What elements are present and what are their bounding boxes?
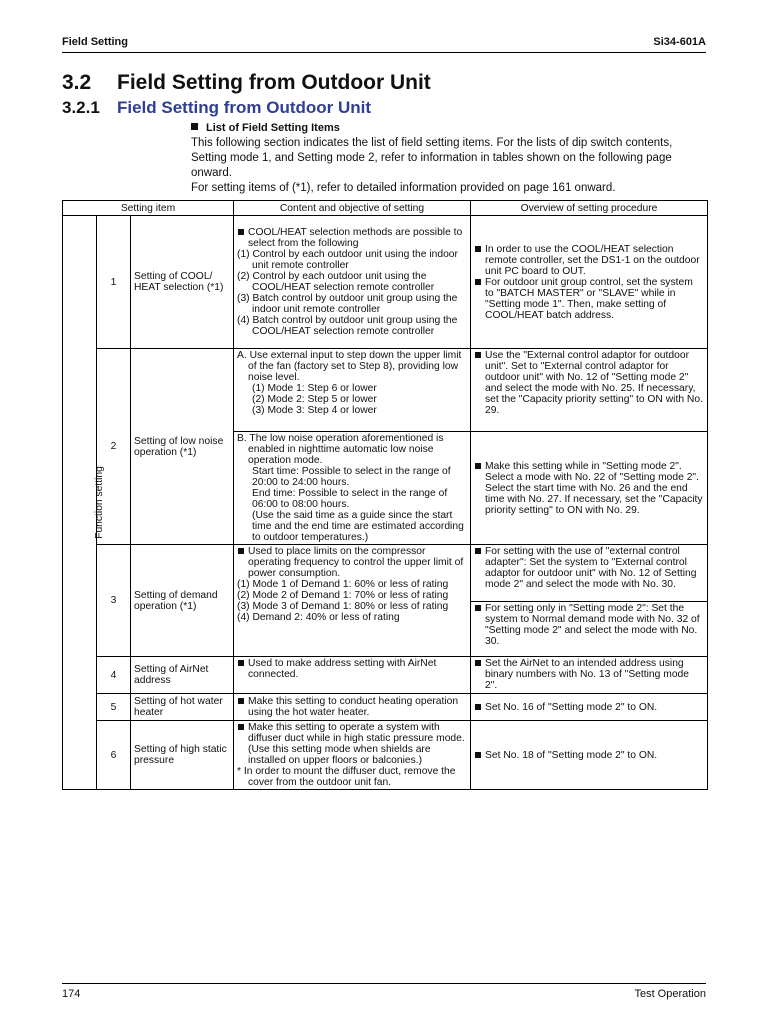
field-setting-table bbox=[62, 200, 708, 790]
bullet-item: For setting with the use of "external control adapter": Set the system to "External control adaptor for outdoor unit" with No. 12 of Setting mode 2" and select the mode with No. 30. bbox=[474, 546, 704, 590]
content-text: B. The low noise operation aforementioned is enabled in nighttime automatic low noise operation mode. bbox=[237, 433, 444, 466]
bullet-item: COOL/HEAT selection methods are possible to select from the following bbox=[237, 227, 467, 249]
section-title: Field Setting from Outdoor Unit bbox=[117, 71, 431, 94]
procedure-cell bbox=[471, 602, 708, 657]
content-text: (Use the said time as a guide since the start time and the end time are estimated according to outdoor temperatures.) bbox=[252, 510, 464, 543]
sub-item: (1) Mode 1: Step 6 or lower bbox=[252, 383, 377, 394]
page-header bbox=[62, 36, 706, 52]
bullet-item: Make this setting to operate a system with diffuser duct while in high static pressure mode. (Use this setting mode when shields are installed on upper floors or balconies.) bbox=[237, 722, 467, 766]
bullet-item: Set No. 16 of "Setting mode 2" to ON. bbox=[474, 702, 704, 713]
procedure-cell bbox=[471, 349, 708, 432]
setting-item-cell: Setting of hot water heater bbox=[131, 694, 234, 721]
bullet-item: In order to use the COOL/HEAT selection remote controller, set the DS1-1 on the outdoor unit PC board to OUT. bbox=[474, 244, 704, 277]
sub-item: (2) Mode 2: Step 5 or lower bbox=[252, 394, 377, 405]
bullet-item: Make this setting while in "Setting mode 2". Select a mode with No. 22 of "Setting mode 2". Select the start time with No. 26 and the end time with No. 27. If necessary, set the "Capacity priority setting" to ON with No. 29. bbox=[474, 461, 704, 516]
sub-item: (4) Batch control by outdoor unit group using the COOL/HEAT selection remote controller bbox=[237, 315, 458, 337]
intro-paragraph: This following section indicates the list of field setting items. For the lists of dip switch contents, Setting mode 1, and Setting mode 2, refer to information in tables shown on the following page onward. bbox=[191, 137, 673, 179]
note-text: * In order to mount the diffuser duct, remove the cover from the outdoor unit fan. bbox=[237, 766, 456, 788]
footer-chapter: Test Operation bbox=[634, 988, 706, 1000]
bullet-item: Set No. 18 of "Setting mode 2" to ON. bbox=[474, 750, 704, 761]
header-divider bbox=[62, 52, 706, 53]
setting-item-cell: Setting of high static pressure bbox=[131, 721, 234, 790]
sub-item: (3) Mode 3 of Demand 1: 80% or less of rating bbox=[237, 601, 449, 612]
bullet-item: Make this setting to conduct heating operation using the hot water heater. bbox=[237, 696, 467, 718]
content-cell bbox=[234, 545, 471, 657]
intro-text bbox=[191, 136, 711, 196]
row-number: 5 bbox=[97, 694, 131, 721]
sub-item: (3) Batch control by outdoor unit group using the indoor unit remote controller bbox=[237, 293, 458, 315]
row-number: 4 bbox=[97, 657, 131, 694]
bullet-item: Used to place limits on the compressor operating frequency to control the upper limit of power consumption. bbox=[237, 546, 467, 579]
row-number: 6 bbox=[97, 721, 131, 790]
content-cell bbox=[234, 216, 471, 349]
bullet-item: For outdoor unit group control, set the system to "BATCH MASTER" or "SLAVE" while in "Setting mode 1". Then, make setting of COOL/HEAT batch address. bbox=[474, 277, 704, 321]
section-heading bbox=[62, 71, 431, 95]
table-header-row bbox=[63, 201, 708, 216]
subsection-number: 3.2.1 bbox=[62, 98, 100, 117]
content-cell bbox=[234, 657, 471, 694]
page-number: 174 bbox=[62, 988, 81, 1000]
procedure-cell bbox=[471, 432, 708, 545]
bullet-item: Used to make address setting with AirNet connected. bbox=[237, 658, 467, 680]
procedure-cell bbox=[471, 216, 708, 349]
subsection-heading bbox=[62, 98, 371, 118]
content-cell bbox=[234, 721, 471, 790]
sub-item: (3) Mode 3: Step 4 or lower bbox=[252, 405, 377, 416]
sub-item: (2) Mode 2 of Demand 1: 70% or less of rating bbox=[237, 590, 449, 601]
table-row bbox=[63, 721, 708, 790]
bullet-item: For setting only in "Setting mode 2": Set the system to Normal demand mode with No. 32 of "Setting mode 2" and select the mode with No. 30. bbox=[474, 603, 704, 647]
content-cell bbox=[234, 694, 471, 721]
sub-item: (1) Mode 1 of Demand 1: 60% or less of rating bbox=[237, 579, 449, 590]
list-heading-text: List of Field Setting Items bbox=[206, 122, 340, 134]
setting-item-cell: Setting of AirNet address bbox=[131, 657, 234, 694]
setting-item-cell: Setting of demand operation (*1) bbox=[131, 545, 234, 657]
sub-item: (2) Control by each outdoor unit using the COOL/HEAT selection remote controller bbox=[237, 271, 435, 293]
header-doc-code: Si34-601A bbox=[653, 36, 706, 48]
table-row bbox=[63, 349, 708, 432]
bullet-item: Set the AirNet to an intended address using binary numbers with No. 13 of "Setting mode 2". bbox=[474, 658, 704, 691]
bullet-item: Use the "External control adaptor for outdoor unit". Set to "External control adaptor for outdoor unit" with No. 12 of "Setting mode 2" and select the mode with No. 25. If necessary, set the "Capacity priority setting" to ON with No. 29. bbox=[474, 350, 704, 416]
section-number: 3.2 bbox=[62, 71, 92, 94]
col-header-content: Content and objective of setting bbox=[234, 201, 471, 216]
group-label-cell bbox=[63, 216, 105, 790]
procedure-cell bbox=[471, 694, 708, 721]
content-text: Start time: Possible to select in the range of 20:00 to 24:00 hours. bbox=[252, 466, 451, 488]
row-number: 2 bbox=[97, 349, 131, 545]
list-heading bbox=[191, 122, 340, 134]
content-text: End time: Possible to select in the range of 06:00 to 08:00 hours. bbox=[252, 488, 448, 510]
group-label: Function setting bbox=[93, 466, 105, 539]
content-cell bbox=[234, 432, 471, 545]
table-row bbox=[63, 545, 708, 602]
footer-divider bbox=[62, 983, 706, 984]
procedure-cell bbox=[471, 721, 708, 790]
setting-item-cell: Setting of low noise operation (*1) bbox=[131, 349, 234, 545]
intro-paragraph: For setting items of (*1), refer to detailed information provided on page 161 onward. bbox=[191, 182, 616, 194]
subsection-title: Field Setting from Outdoor Unit bbox=[117, 98, 372, 117]
sub-item: (4) Demand 2: 40% or less of rating bbox=[237, 612, 400, 623]
procedure-cell bbox=[471, 545, 708, 602]
procedure-cell bbox=[471, 657, 708, 694]
row-number: 1 bbox=[97, 216, 131, 349]
col-header-setting-item: Setting item bbox=[63, 201, 234, 216]
table-row bbox=[63, 216, 708, 349]
table-row bbox=[63, 694, 708, 721]
header-section-name: Field Setting bbox=[62, 36, 128, 48]
col-header-procedure: Overview of setting procedure bbox=[471, 201, 708, 216]
row-number: 3 bbox=[97, 545, 131, 657]
setting-item-cell: Setting of COOL/ HEAT selection (*1) bbox=[131, 216, 234, 349]
content-cell bbox=[234, 349, 471, 432]
square-bullet-icon bbox=[191, 123, 198, 130]
sub-item: (1) Control by each outdoor unit using the indoor unit remote controller bbox=[237, 249, 458, 271]
content-text: A. Use external input to step down the upper limit of the fan (factory set to Step 8), providing low noise level. bbox=[237, 350, 462, 383]
table-row bbox=[63, 657, 708, 694]
